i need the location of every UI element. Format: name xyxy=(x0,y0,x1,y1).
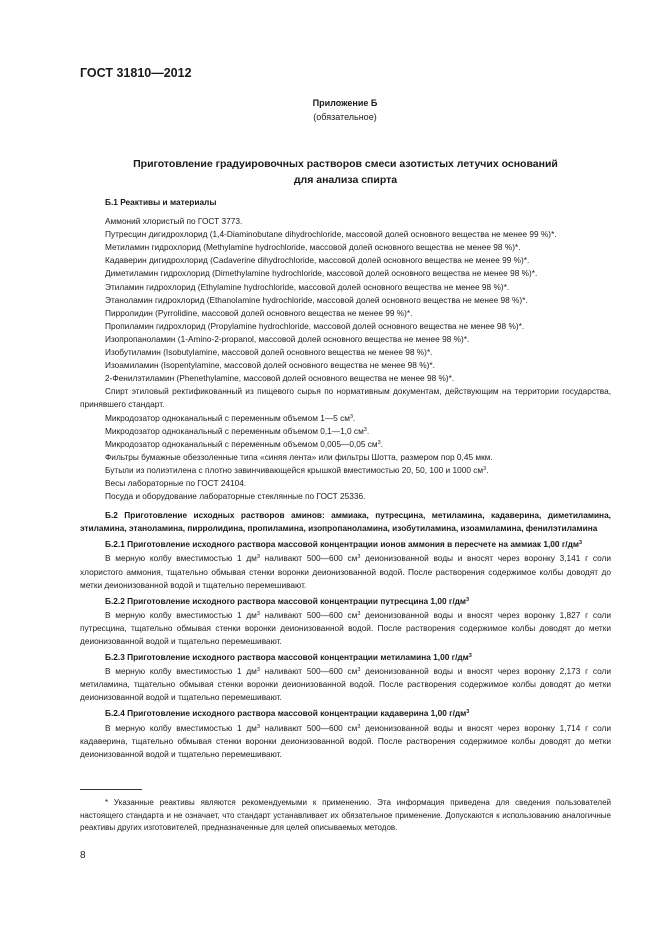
reagent-item: Изобутиламин (Isobutylamine, массовой долей основного вещества не менее 98 %)*. xyxy=(105,347,433,358)
subsection-heading: Б.2.1 Приготовление исходного раствора массовой концентрации ионов аммония в пересчете на аммиак 1,00 $г/дм^3$ xyxy=(105,539,583,550)
doser-item: Микродозатор одноканальный с переменным объемом 0,1—1,0 $см^3$. xyxy=(105,425,370,436)
reagent-item: Пирролидин (Pyrrolidine, массовой долей основного вещества не менее 99 %)*. xyxy=(105,307,413,318)
reagent-item: Этаноламин гидрохлорид (Ethanolamine hydrochloride, массовой долей основного вещества не менее 98 %)*. xyxy=(105,294,528,305)
scales-item: Весы лабораторные по ГОСТ 24104. xyxy=(105,477,247,488)
section-b1-heading: Б.1 Реактивы и материалы xyxy=(105,197,217,207)
reagent-item: Кадаверин дигидрохлорид (Cadaverine dihydrochloride, массовой долей основного вещества не менее 99 %)*. xyxy=(105,255,530,266)
footnote-text: * Указанные реактивы являются рекомендуемыми к применению. Эта информация приведена для сведения пользователей настоящего стандарта и не означает, что стандарт устанавливает их обязательное применение. Допускаются к использованию аналогичные реактивы других изготовителей, предназначенные для целей описываемых методов. xyxy=(80,798,611,832)
reagent-item: Изоамиламин (Isopentylamine, массовой долей основного вещества не менее 98 %)*. xyxy=(105,360,435,371)
subsection-text: В мерную колбу вместимостью 1 $дм^3$ наливают 500—600 $см^3$ деионизованной воды и вносят через воронку 2,173 г соли метиламина, тщательно обмывая стенки воронки деионизованной водой. После растворения содержимое колбы доводят до метки деионизованной водой и тщательно перемешивают. xyxy=(80,666,611,703)
footnote-divider xyxy=(80,789,142,790)
glassware-item: Посуда и оборудование лабораторные стеклянные по ГОСТ 25336. xyxy=(105,491,366,502)
annex-label xyxy=(300,96,390,124)
reagent-item: 2-Фенилэтиламин (Phenethylamine, массовой долей основного вещества не менее 98 %)*. xyxy=(105,373,455,384)
standard-id: ГОСТ 31810—2012 xyxy=(80,66,192,80)
document-title-line1: Приготовление градуировочных растворов смеси азотистых летучих оснований xyxy=(133,158,558,170)
reagent-item: Этиламин гидрохлорид (Ethylamine hydrochloride, массовой долей основного вещества не менее 98 %)*. xyxy=(105,281,510,292)
reagent-item: Спирт этиловый ректификованный из пищевого сырья по нормативным документам, действующим на территории государства, принявшего стандарт. xyxy=(80,386,611,410)
subsection-heading: Б.2.2 Приготовление исходного раствора массовой концентрации путресцина 1,00 $г/дм^3$ xyxy=(105,595,470,606)
document-title xyxy=(80,156,611,188)
reagent-item: Аммоний хлористый по ГОСТ 3773. xyxy=(105,216,243,227)
doser-item: Микродозатор одноканальный с переменным объемом 0,005—0,05 $см^3$. xyxy=(105,438,384,449)
subsection-text: В мерную колбу вместимостью 1 $дм^3$ наливают 500—600 $см^3$ деионизованной воды и вносят через воронку 1,827 г соли путресцина, тщательно обмывая стенки воронки деионизованной водой. После растворения содержимое колбы доводят до метки деионизованной водой и тщательно перемешивают. xyxy=(80,609,611,646)
document-title-line2: для анализа спирта xyxy=(293,174,398,186)
section-b2-heading: Б.2 Приготовление исходных растворов аминов: аммиака, путресцина, метиламина, кадаверина, диметиламина, этиламина, этаноламина, пирролидина, пропиламина, изопропаноламина, изобутиламина, изоамиламина, фенилэтиламина xyxy=(80,510,611,534)
reagent-item: Путресцин дигидрохлорид (1,4-Diaminobutane dihydrochloride, массовой долей основного вещества не менее 99 %)*. xyxy=(105,229,557,240)
reagent-item: Диметиламин гидрохлорид (Dimethylamine hydrochloride, массовой долей основного вещества не менее 98 %)*. xyxy=(105,268,538,279)
page-number: 8 xyxy=(80,850,86,861)
filters-item: Фильтры бумажные обеззоленные типа «синяя лента» или фильтры Шотта, размером пор 0,45 мкм. xyxy=(105,451,493,462)
subsection-text: В мерную колбу вместимостью 1 $дм^3$ наливают 500—600 $см^3$ деионизованной воды и вносят через воронку 3,141 г соли хлористого аммония, тщательно обмывая стенки воронки деионизованной водой. После растворения содержимое колбы доводят до метки деионизованной водой и тщательно перемешивают. xyxy=(80,553,611,590)
annex-title: Приложение Б xyxy=(312,98,378,108)
bottles-item: Бутыли из полиэтилена с плотно завинчивающейся крышкой вместимостью 20, 50, 100 и 1000 $см^3$. xyxy=(105,464,489,475)
annex-status: (обязательное) xyxy=(313,112,377,122)
subsection-text: В мерную колбу вместимостью 1 $дм^3$ наливают 500—600 $см^3$ деионизованной воды и вносят через воронку 1,714 г соли кадаверина, тщательно обмывая стенки воронки деионизованной водой. После растворения содержимое колбы доводят до метки деионизованной водой и тщательно перемешивают. xyxy=(80,722,611,759)
document-body xyxy=(80,196,611,761)
reagent-item: Метиламин гидрохлорид (Methylamine hydrochloride, массовой долей основного вещества не менее 98 %)*. xyxy=(105,242,521,253)
reagent-item: Изопропаноламин (1-Amino-2-propanol, массовой долей основного вещества не менее 98 %)*. xyxy=(105,333,470,344)
footnote xyxy=(80,797,611,835)
subsection-heading: Б.2.4 Приготовление исходного раствора массовой концентрации кадаверина 1,00 $г/дм^3$ xyxy=(105,708,470,719)
reagent-item: Пропиламин гидрохлорид (Propylamine hydrochloride, массовой долей основного вещества не менее 98 %)*. xyxy=(105,320,525,331)
subsection-heading: Б.2.3 Приготовление исходного раствора массовой концентрации метиламина 1,00 $г/дм^3$ xyxy=(105,652,472,663)
doser-item: Микродозатор одноканальный с переменным объемом 1—5 $см^3$. xyxy=(105,412,356,423)
